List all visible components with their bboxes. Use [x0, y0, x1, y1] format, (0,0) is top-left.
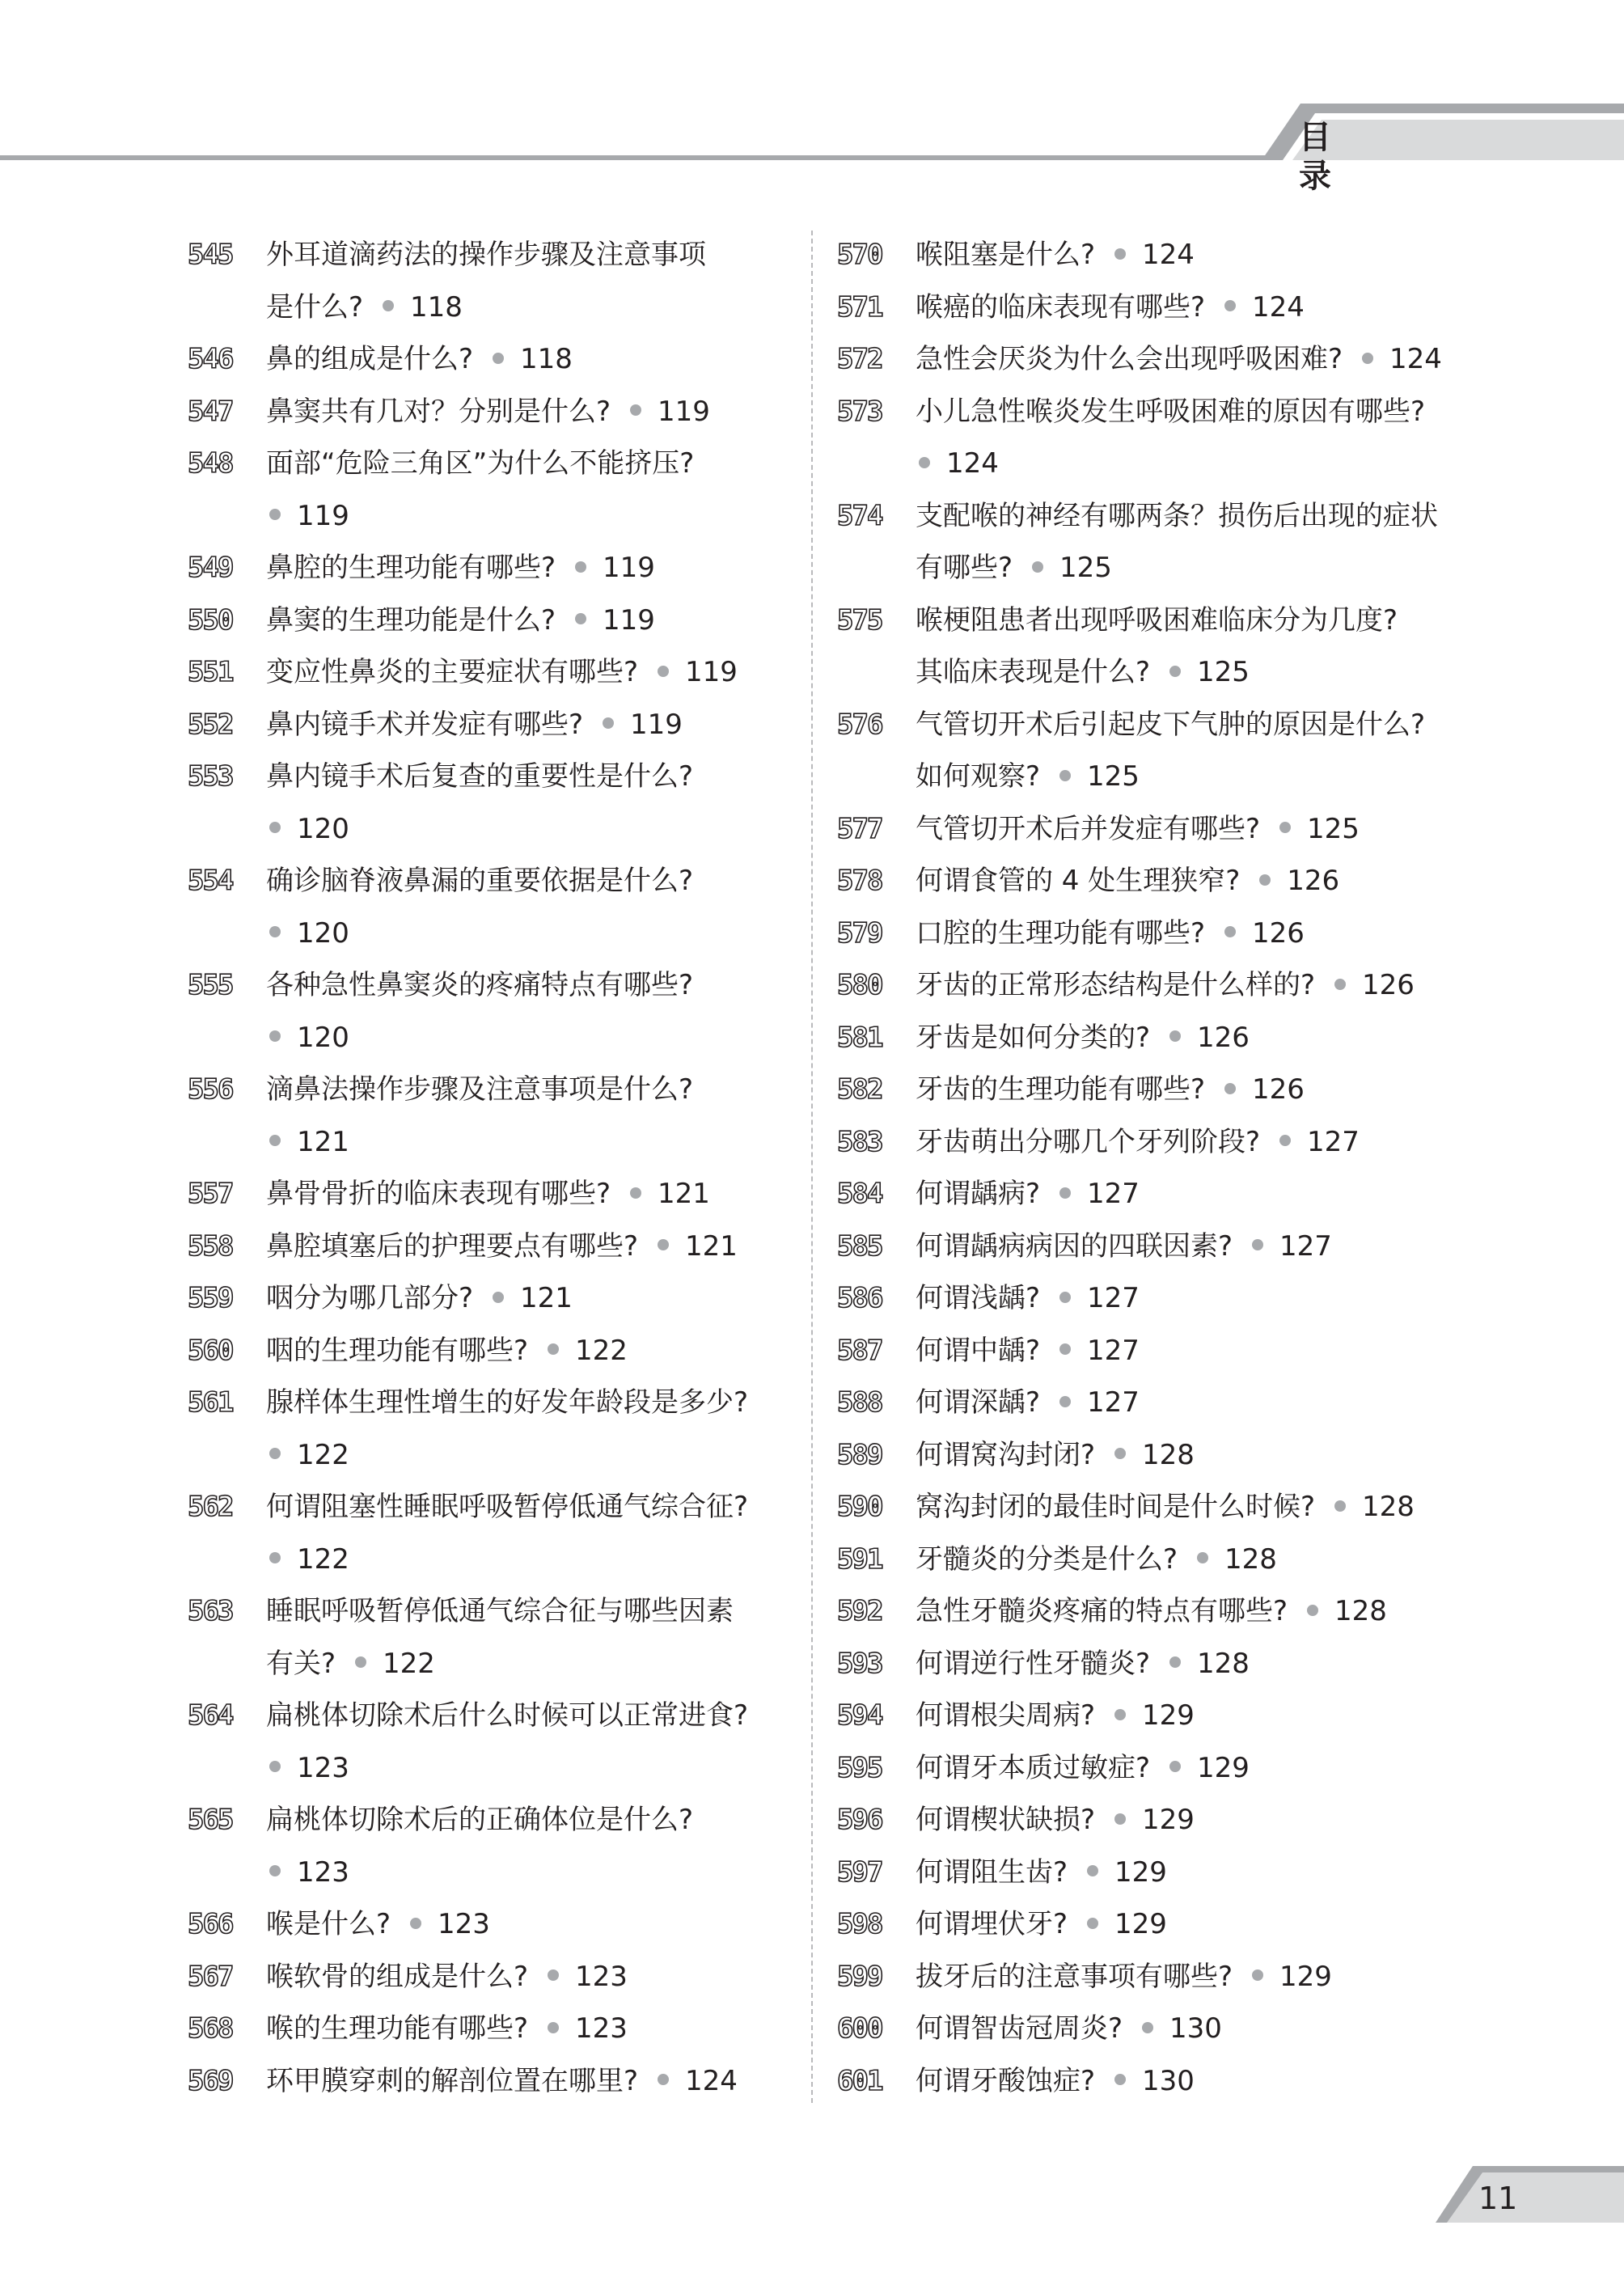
- entry-title: 喉梗阻患者出现呼吸困难临床分为几度?: [916, 603, 1398, 637]
- toc-entry[interactable]: [188, 542, 802, 594]
- toc-entry[interactable]: [837, 1272, 1452, 1325]
- bullet-dot-icon: [1169, 666, 1181, 677]
- entry-page-number: 125: [1307, 812, 1360, 845]
- entry-page-number: 128: [1224, 1542, 1277, 1576]
- entry-page-number: 123: [297, 1751, 349, 1784]
- entry-page-number: 123: [438, 1908, 490, 1940]
- toc-entry[interactable]: [188, 1272, 802, 1325]
- bullet-dot-icon: [1059, 1292, 1071, 1303]
- entry-number: 549: [188, 552, 233, 584]
- bullet-dot-icon: [575, 613, 586, 624]
- entry-number: 567: [188, 1960, 233, 1993]
- entry-number: 595: [837, 1751, 882, 1784]
- entry-title: 何谓智齿冠周炎?: [916, 2012, 1123, 2045]
- entry-number: 563: [188, 1595, 233, 1627]
- entry-number: 551: [188, 656, 233, 688]
- entry-page-number: 119: [297, 499, 349, 532]
- toc-entry[interactable]: [837, 699, 1452, 803]
- entry-title: 急性牙髓炎疼痛的特点有哪些?: [916, 1595, 1288, 1627]
- entry-title: 鼻内镜手术并发症有哪些?: [266, 708, 584, 741]
- toc-entry[interactable]: [837, 1951, 1452, 2003]
- entry-title: 变应性鼻炎的主要症状有哪些?: [266, 656, 639, 688]
- bullet-dot-icon: [410, 1918, 421, 1929]
- entry-number: 556: [188, 1073, 233, 1106]
- toc-entry[interactable]: [188, 1325, 802, 1377]
- entry-number: 578: [837, 865, 882, 897]
- toc-entry[interactable]: [188, 1481, 802, 1585]
- entry-number: 550: [188, 603, 233, 637]
- entry-title: 窝沟封闭的最佳时间是什么时候?: [916, 1491, 1316, 1523]
- entry-title-cont: 有哪些?: [916, 552, 1013, 584]
- entry-title: 何谓阻生齿?: [916, 1855, 1068, 1889]
- bullet-dot-icon: [1224, 300, 1236, 311]
- entry-page-number: 128: [1197, 1647, 1250, 1680]
- entry-page-number: 124: [685, 2064, 738, 2097]
- entry-page-number: 122: [575, 1334, 628, 1367]
- toc-entry[interactable]: [188, 1690, 802, 1794]
- toc-entry[interactable]: [837, 490, 1452, 594]
- entry-title: 何谓龋病病因的四联因素?: [916, 1229, 1233, 1263]
- bullet-dot-icon: [269, 509, 281, 520]
- entry-title: 扁桃体切除术后的正确体位是什么?: [266, 1804, 694, 1836]
- entry-page-number: 119: [658, 395, 710, 428]
- entry-title: 喉是什么?: [266, 1908, 391, 1940]
- bullet-dot-icon: [1362, 353, 1373, 364]
- toc-entry[interactable]: [837, 229, 1452, 281]
- entry-page-number: 118: [520, 343, 573, 375]
- entry-page-number: 126: [1197, 1021, 1250, 1054]
- entry-page-number: 127: [1087, 1282, 1140, 1314]
- bullet-dot-icon: [630, 1187, 641, 1199]
- bullet-dot-icon: [1114, 2074, 1126, 2085]
- toc-entry[interactable]: [837, 2055, 1452, 2108]
- entry-page-number: 119: [685, 656, 738, 688]
- bullet-dot-icon: [548, 2022, 559, 2033]
- bullet-dot-icon: [1279, 1135, 1291, 1146]
- bullet-dot-icon: [1252, 1239, 1263, 1250]
- entry-number: 599: [837, 1960, 882, 1993]
- entry-title: 何谓窝沟封闭?: [916, 1438, 1096, 1471]
- toc-entry[interactable]: [837, 281, 1452, 334]
- toc-entry[interactable]: [188, 1377, 802, 1481]
- toc-entry[interactable]: [837, 1012, 1452, 1064]
- toc-entry[interactable]: [837, 1481, 1452, 1534]
- entry-title-cont: 其临床表现是什么?: [916, 656, 1151, 688]
- toc-entry[interactable]: [837, 1064, 1452, 1116]
- entry-title: 何谓中龋?: [916, 1334, 1041, 1367]
- entry-page-number: 127: [1307, 1125, 1360, 1158]
- entry-title: 何谓食管的 4 处生理狭窄?: [916, 865, 1241, 897]
- toc-right-column: [837, 229, 1452, 2107]
- entry-page-number: 121: [658, 1178, 710, 1210]
- entry-title: 口腔的生理功能有哪些?: [916, 916, 1206, 950]
- entry-number: 561: [188, 1386, 233, 1419]
- toc-entry[interactable]: [837, 1794, 1452, 1847]
- toc-entry[interactable]: [837, 594, 1452, 699]
- toc-entry[interactable]: [188, 2055, 802, 2108]
- toc-entry[interactable]: [188, 1168, 802, 1221]
- bullet-dot-icon: [1114, 248, 1126, 260]
- entry-number: 568: [188, 2012, 233, 2045]
- entry-title: 何谓浅龋?: [916, 1282, 1041, 1314]
- toc-entry[interactable]: [837, 1898, 1452, 1951]
- entry-number: 600: [837, 2012, 882, 2045]
- entry-page-number: 120: [297, 1021, 349, 1054]
- toc-entry[interactable]: [837, 1325, 1452, 1377]
- entry-page-number: 129: [1279, 1960, 1332, 1993]
- entry-number: 586: [837, 1282, 882, 1314]
- entry-title: 何谓埋伏牙?: [916, 1908, 1068, 1940]
- toc-entry[interactable]: [188, 959, 802, 1064]
- column-divider: [811, 231, 813, 2103]
- entry-number: 555: [188, 969, 233, 1001]
- entry-page-number: 118: [410, 290, 463, 324]
- bullet-dot-icon: [1059, 1343, 1071, 1355]
- entry-page-number: 125: [1059, 552, 1112, 584]
- entry-title: 牙髓炎的分类是什么?: [916, 1542, 1178, 1576]
- entry-page-number: 120: [297, 812, 349, 845]
- bullet-dot-icon: [493, 353, 504, 364]
- entry-title: 喉的生理功能有哪些?: [266, 2012, 529, 2045]
- bullet-dot-icon: [1087, 1865, 1098, 1876]
- entry-page-number: 120: [297, 916, 349, 950]
- entry-number: 597: [837, 1855, 882, 1889]
- entry-page-number: 121: [685, 1229, 738, 1263]
- bullet-dot-icon: [1334, 979, 1346, 990]
- toc-entry[interactable]: [837, 959, 1452, 1012]
- bullet-dot-icon: [269, 1448, 281, 1459]
- bullet-dot-icon: [269, 1761, 281, 1772]
- bullet-dot-icon: [493, 1292, 504, 1303]
- toc-entry[interactable]: [837, 1168, 1452, 1221]
- entry-number: 587: [837, 1334, 882, 1367]
- entry-page-number: 129: [1142, 1804, 1195, 1836]
- bullet-dot-icon: [1059, 770, 1071, 781]
- bullet-dot-icon: [1279, 822, 1291, 833]
- entry-title: 外耳道滴药法的操作步骤及注意事项: [266, 239, 706, 271]
- bullet-dot-icon: [548, 1969, 559, 1981]
- entry-number: 553: [188, 760, 233, 793]
- entry-page-number: 128: [1142, 1438, 1195, 1471]
- entry-page-number: 123: [297, 1855, 349, 1889]
- entry-title: 牙齿萌出分哪几个牙列阶段?: [916, 1125, 1261, 1158]
- entry-title: 确诊脑脊液鼻漏的重要依据是什么?: [266, 865, 694, 897]
- bullet-dot-icon: [1142, 2022, 1153, 2033]
- entry-title: 何谓楔状缺损?: [916, 1804, 1096, 1836]
- bullet-dot-icon: [1059, 1396, 1071, 1407]
- entry-title: 咽分为哪几部分?: [266, 1282, 474, 1314]
- entry-page-number: 126: [1362, 969, 1415, 1001]
- bullet-dot-icon: [269, 822, 281, 833]
- toc-entry[interactable]: [837, 1638, 1452, 1690]
- bullet-dot-icon: [269, 1135, 281, 1146]
- bullet-dot-icon: [355, 1656, 366, 1668]
- toc-entry[interactable]: [188, 1064, 802, 1168]
- entry-page-number: 124: [946, 447, 999, 480]
- entry-number: 594: [837, 1699, 882, 1732]
- entry-title: 喉阻塞是什么?: [916, 239, 1096, 271]
- entry-page-number: 126: [1287, 865, 1340, 897]
- bullet-dot-icon: [603, 717, 614, 729]
- bullet-dot-icon: [1169, 1761, 1181, 1772]
- entry-page-number: 123: [575, 2012, 628, 2045]
- entry-page-number: 119: [630, 708, 683, 741]
- toc-entry[interactable]: [188, 1221, 802, 1273]
- entry-title: 急性会厌炎为什么会出现呼吸困难?: [916, 343, 1343, 375]
- toc-left-column: [188, 229, 802, 2107]
- entry-title: 何谓深龋?: [916, 1386, 1041, 1419]
- bullet-dot-icon: [658, 666, 669, 677]
- entry-title: 何谓根尖周病?: [916, 1699, 1096, 1732]
- entry-page-number: 127: [1087, 1386, 1140, 1419]
- entry-page-number: 130: [1142, 2064, 1195, 2097]
- toc-entry[interactable]: [837, 803, 1452, 856]
- entry-number: 574: [837, 499, 882, 532]
- toc-entry[interactable]: [188, 594, 802, 647]
- bullet-dot-icon: [1114, 1709, 1126, 1720]
- bullet-dot-icon: [1197, 1552, 1208, 1563]
- entry-page-number: 123: [575, 1960, 628, 1993]
- entry-number: 576: [837, 708, 882, 741]
- entry-number: 590: [837, 1491, 882, 1523]
- entry-page-number: 128: [1334, 1595, 1387, 1627]
- toc-entry[interactable]: [837, 1847, 1452, 1899]
- entry-page-number: 126: [1252, 916, 1305, 950]
- entry-title: 牙齿的生理功能有哪些?: [916, 1073, 1206, 1106]
- entry-title: 鼻内镜手术后复查的重要性是什么?: [266, 760, 694, 793]
- entry-title: 拔牙后的注意事项有哪些?: [916, 1960, 1233, 1993]
- bullet-dot-icon: [269, 1865, 281, 1876]
- entry-number: 593: [837, 1647, 882, 1680]
- entry-title: 鼻腔填塞后的护理要点有哪些?: [266, 1229, 639, 1263]
- entry-number: 580: [837, 969, 882, 1001]
- entry-page-number: 127: [1279, 1229, 1332, 1263]
- toc-entry[interactable]: [188, 2003, 802, 2055]
- toc-entry[interactable]: [188, 386, 802, 438]
- entry-page-number: 129: [1114, 1908, 1167, 1940]
- entry-page-number: 129: [1114, 1855, 1167, 1889]
- bullet-dot-icon: [1059, 1187, 1071, 1199]
- bullet-dot-icon: [269, 1552, 281, 1563]
- bullet-dot-icon: [1224, 1083, 1236, 1094]
- entry-page-number: 129: [1197, 1751, 1250, 1784]
- footer-tab: [1436, 2166, 1624, 2223]
- entry-page-number: 119: [603, 552, 655, 584]
- toc-entry[interactable]: [837, 333, 1452, 386]
- bullet-dot-icon: [1307, 1605, 1318, 1616]
- entry-page-number: 121: [520, 1282, 573, 1314]
- toc-entry[interactable]: [188, 855, 802, 959]
- entry-number: 554: [188, 865, 233, 897]
- toc-entry[interactable]: [837, 2003, 1452, 2055]
- bullet-dot-icon: [1252, 1969, 1263, 1981]
- entry-page-number: 122: [297, 1438, 349, 1471]
- entry-number: 571: [837, 290, 882, 324]
- bullet-dot-icon: [1169, 1030, 1181, 1042]
- bullet-dot-icon: [1114, 1448, 1126, 1459]
- bullet-dot-icon: [1259, 874, 1271, 886]
- entry-number: 588: [837, 1386, 882, 1419]
- page-number: 11: [1478, 2181, 1518, 2216]
- bullet-dot-icon: [1169, 1656, 1181, 1668]
- entry-title: 气管切开术后并发症有哪些?: [916, 812, 1261, 845]
- entry-number: 564: [188, 1699, 233, 1732]
- entry-page-number: 127: [1087, 1178, 1140, 1210]
- bullet-dot-icon: [269, 1030, 281, 1042]
- bullet-dot-icon: [658, 1239, 669, 1250]
- toc-entry[interactable]: [837, 1690, 1452, 1742]
- entry-number: 573: [837, 395, 882, 428]
- bullet-dot-icon: [658, 2074, 669, 2085]
- entry-page-number: 126: [1252, 1073, 1305, 1106]
- bullet-dot-icon: [1114, 1813, 1126, 1825]
- entry-title: 面部“危险三角区”为什么不能挤压?: [266, 447, 695, 480]
- entry-title: 鼻窦的生理功能是什么?: [266, 603, 556, 637]
- entry-page-number: 129: [1142, 1699, 1195, 1732]
- toc-entry[interactable]: [188, 1951, 802, 2003]
- entry-number: 547: [188, 395, 233, 428]
- entry-number: 585: [837, 1229, 882, 1263]
- entry-title: 鼻骨骨折的临床表现有哪些?: [266, 1178, 611, 1210]
- entry-page-number: 122: [383, 1647, 435, 1680]
- entry-page-number: 125: [1197, 656, 1250, 688]
- bullet-dot-icon: [575, 561, 586, 573]
- page-title: 目录: [1299, 119, 1412, 195]
- entry-number: 566: [188, 1908, 233, 1940]
- bullet-dot-icon: [548, 1343, 559, 1355]
- entry-number: 570: [837, 239, 882, 271]
- bullet-dot-icon: [383, 300, 394, 311]
- bullet-dot-icon: [1224, 926, 1236, 937]
- toc-entry[interactable]: [837, 386, 1452, 490]
- entry-title-cont: 是什么?: [266, 290, 364, 324]
- entry-title: 鼻的组成是什么?: [266, 343, 474, 375]
- entry-title: 各种急性鼻窦炎的疼痛特点有哪些?: [266, 969, 694, 1001]
- entry-page-number: 119: [603, 603, 655, 637]
- entry-title: 睡眠呼吸暂停低通气综合征与哪些因素: [266, 1595, 734, 1627]
- entry-title: 喉软骨的组成是什么?: [266, 1960, 529, 1993]
- entry-title: 牙齿是如何分类的?: [916, 1021, 1151, 1054]
- entry-title: 气管切开术后引起皮下气肿的原因是什么?: [916, 708, 1426, 741]
- entry-number: 558: [188, 1229, 233, 1263]
- entry-title: 环甲膜穿刺的解剖位置在哪里?: [266, 2064, 639, 2097]
- entry-title: 牙齿的正常形态结构是什么样的?: [916, 969, 1316, 1001]
- entry-title: 鼻腔的生理功能有哪些?: [266, 552, 556, 584]
- bullet-dot-icon: [1032, 561, 1043, 573]
- entry-page-number: 127: [1087, 1334, 1140, 1367]
- entry-page-number: 124: [1252, 290, 1305, 324]
- entry-number: 601: [837, 2064, 882, 2097]
- entry-number: 579: [837, 916, 882, 950]
- entry-title: 腺样体生理性增生的好发年龄段是多少?: [266, 1386, 749, 1419]
- entry-number: 559: [188, 1282, 233, 1314]
- toc-entry[interactable]: [188, 646, 802, 699]
- toc-entry[interactable]: [837, 1534, 1452, 1586]
- toc-entry[interactable]: [188, 699, 802, 751]
- entry-number: 581: [837, 1021, 882, 1054]
- entry-page-number: 124: [1389, 343, 1442, 375]
- toc-entry[interactable]: [837, 1377, 1452, 1429]
- entry-title: 何谓阻塞性睡眠呼吸暂停低通气综合征?: [266, 1491, 749, 1523]
- entry-number: 583: [837, 1125, 882, 1158]
- bullet-dot-icon: [630, 404, 641, 416]
- entry-number: 557: [188, 1178, 233, 1210]
- toc-entry[interactable]: [837, 1429, 1452, 1482]
- entry-title: 咽的生理功能有哪些?: [266, 1334, 529, 1367]
- entry-number: 552: [188, 708, 233, 741]
- entry-title: 何谓牙本质过敏症?: [916, 1751, 1151, 1784]
- toc-entry[interactable]: [837, 1221, 1452, 1273]
- toc-entry[interactable]: [188, 1585, 802, 1690]
- entry-number: 548: [188, 447, 233, 480]
- entry-number: 572: [837, 343, 882, 375]
- entry-page-number: 121: [297, 1125, 349, 1158]
- toc-entry[interactable]: [837, 1585, 1452, 1638]
- bullet-dot-icon: [1334, 1500, 1346, 1512]
- entry-number: 584: [837, 1178, 882, 1210]
- entry-page-number: 125: [1087, 760, 1140, 793]
- entry-number: 589: [837, 1438, 882, 1471]
- entry-page-number: 130: [1169, 2012, 1222, 2045]
- entry-page-number: 122: [297, 1542, 349, 1576]
- toc-entry[interactable]: [188, 438, 802, 542]
- entry-title: 支配喉的神经有哪两条？损伤后出现的症状: [916, 499, 1438, 532]
- bullet-dot-icon: [1087, 1918, 1098, 1929]
- entry-title: 鼻窦共有几对？分别是什么?: [266, 395, 611, 428]
- entry-number: 592: [837, 1595, 882, 1627]
- bullet-dot-icon: [919, 457, 930, 468]
- toc-entry[interactable]: [837, 1742, 1452, 1795]
- entry-number: 577: [837, 812, 882, 845]
- entry-number: 598: [837, 1908, 882, 1940]
- entry-title: 何谓逆行性牙髓炎?: [916, 1647, 1151, 1680]
- toc-entry[interactable]: [188, 1794, 802, 1898]
- toc-entry[interactable]: [837, 855, 1452, 907]
- toc-entry[interactable]: [188, 751, 802, 855]
- entry-number: 545: [188, 239, 233, 271]
- entry-title: 何谓龋病?: [916, 1178, 1041, 1210]
- entry-number: 560: [188, 1334, 233, 1367]
- entry-title-cont: 如何观察?: [916, 760, 1041, 793]
- entry-number: 562: [188, 1491, 233, 1523]
- entry-number: 546: [188, 343, 233, 375]
- entry-page-number: 128: [1362, 1491, 1415, 1523]
- toc-entry[interactable]: [837, 907, 1452, 960]
- header-rule: [0, 155, 1274, 160]
- entry-title: 小儿急性喉炎发生呼吸困难的原因有哪些?: [916, 395, 1426, 428]
- entry-number: 565: [188, 1804, 233, 1836]
- toc-entry[interactable]: [188, 229, 802, 333]
- entry-number: 569: [188, 2064, 233, 2097]
- entry-title: 滴鼻法操作步骤及注意事项是什么?: [266, 1073, 694, 1106]
- entry-title: 扁桃体切除术后什么时候可以正常进食?: [266, 1699, 749, 1732]
- entry-title: 何谓牙酸蚀症?: [916, 2064, 1096, 2097]
- toc-entry[interactable]: [837, 1116, 1452, 1169]
- entry-number: 591: [837, 1542, 882, 1576]
- entry-page-number: 124: [1142, 239, 1195, 271]
- toc-entry[interactable]: [188, 1898, 802, 1951]
- entry-number: 582: [837, 1073, 882, 1106]
- entry-title: 喉癌的临床表现有哪些?: [916, 290, 1206, 324]
- toc-entry[interactable]: [188, 333, 802, 386]
- entry-number: 596: [837, 1804, 882, 1836]
- entry-title-cont: 有关?: [266, 1647, 336, 1680]
- entry-number: 575: [837, 603, 882, 637]
- bullet-dot-icon: [269, 926, 281, 937]
